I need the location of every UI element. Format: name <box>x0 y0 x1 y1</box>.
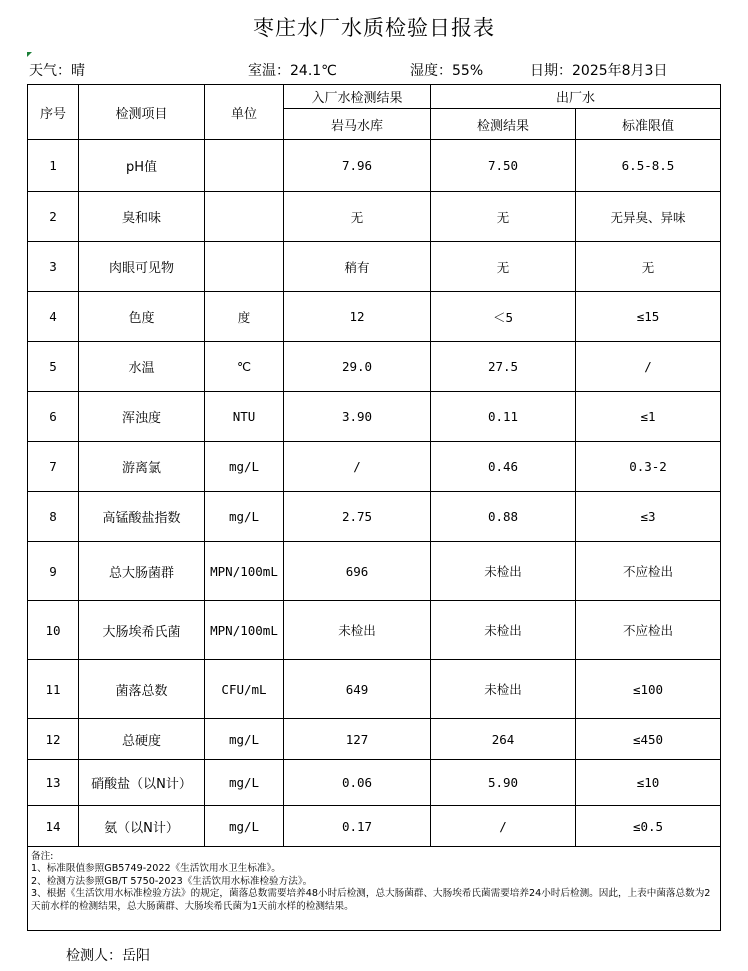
table-row <box>28 660 721 719</box>
row-inlet-cell: 649 <box>284 660 431 719</box>
header-item: 检测项目 <box>79 85 205 140</box>
row-seq-cell: 13 <box>28 760 79 806</box>
humidity-label: 湿度：55% <box>410 63 484 79</box>
row-seq-cell: 2 <box>28 192 79 242</box>
header-unit: 单位 <box>205 85 284 140</box>
row-limit-cell: 不应检出 <box>576 542 721 601</box>
row-inlet-cell: 696 <box>284 542 431 601</box>
header-row-1 <box>28 85 721 109</box>
row-result-cell: 27.5 <box>431 342 576 392</box>
row-item-cell: pH值 <box>79 140 205 192</box>
row-inlet-cell: 2.75 <box>284 492 431 542</box>
row-inlet-cell: 29.0 <box>284 342 431 392</box>
row-item-cell: 游离氯 <box>79 442 205 492</box>
row-unit-cell: mg/L <box>205 492 284 542</box>
table-row <box>28 140 721 192</box>
row-unit-cell <box>205 140 284 192</box>
row-inlet-cell: 7.96 <box>284 140 431 192</box>
row-unit-cell: CFU/mL <box>205 660 284 719</box>
header-result: 检测结果 <box>431 109 576 140</box>
row-unit-cell <box>205 192 284 242</box>
row-seq-cell: 11 <box>28 660 79 719</box>
table-row <box>28 601 721 660</box>
row-item-cell: 大肠埃希氏菌 <box>79 601 205 660</box>
row-seq-cell: 12 <box>28 719 79 760</box>
row-inlet-cell: 0.06 <box>284 760 431 806</box>
row-inlet-cell: 未检出 <box>284 601 431 660</box>
table-row <box>28 492 721 542</box>
row-unit-cell: mg/L <box>205 760 284 806</box>
row-seq-cell: 1 <box>28 140 79 192</box>
cell-comment-marker <box>27 52 32 57</box>
row-limit-cell: / <box>576 342 721 392</box>
header-seq: 序号 <box>28 85 79 140</box>
row-inlet-cell: 12 <box>284 292 431 342</box>
row-result-cell: 0.88 <box>431 492 576 542</box>
report-title: 枣庄水厂水质检验日报表 <box>253 16 495 40</box>
table-row <box>28 806 721 847</box>
row-limit-cell: 0.3-2 <box>576 442 721 492</box>
row-limit-cell: ≤1 <box>576 392 721 442</box>
row-unit-cell: MPN/100mL <box>205 542 284 601</box>
date-label: 日期：2025年8月3日 <box>530 63 668 79</box>
notes-heading: 备注: <box>31 851 54 862</box>
header-limit: 标准限值 <box>576 109 721 140</box>
row-item-cell: 浑浊度 <box>79 392 205 442</box>
table-row <box>28 292 721 342</box>
row-item-cell: 臭和味 <box>79 192 205 242</box>
row-result-cell: 无 <box>431 242 576 292</box>
row-result-cell: 7.50 <box>431 140 576 192</box>
row-inlet-cell: 0.17 <box>284 806 431 847</box>
row-limit-cell: 6.5-8.5 <box>576 140 721 192</box>
row-item-cell: 色度 <box>79 292 205 342</box>
row-seq-cell: 14 <box>28 806 79 847</box>
table-row <box>28 542 721 601</box>
row-item-cell: 菌落总数 <box>79 660 205 719</box>
notes-cell <box>28 847 721 931</box>
row-result-cell: 无 <box>431 192 576 242</box>
row-result-cell: 未检出 <box>431 542 576 601</box>
table-row <box>28 192 721 242</box>
weather-label: 天气：晴 <box>29 63 85 79</box>
row-seq-cell: 5 <box>28 342 79 392</box>
row-result-cell: ＜5 <box>431 292 576 342</box>
row-seq-cell: 3 <box>28 242 79 292</box>
row-unit-cell <box>205 242 284 292</box>
row-limit-cell: ≤3 <box>576 492 721 542</box>
note-line: 2、检测方法参照GB/T 5750-2023《生活饮用水标准检验方法》。 <box>31 875 313 887</box>
row-result-cell: 0.11 <box>431 392 576 442</box>
row-seq-cell: 6 <box>28 392 79 442</box>
row-unit-cell: mg/L <box>205 719 284 760</box>
row-limit-cell: 不应检出 <box>576 601 721 660</box>
row-result-cell: 未检出 <box>431 660 576 719</box>
row-item-cell: 高锰酸盐指数 <box>79 492 205 542</box>
row-seq-cell: 9 <box>28 542 79 601</box>
table-row <box>28 760 721 806</box>
row-limit-cell: ≤450 <box>576 719 721 760</box>
row-limit-cell: 无异臭、异味 <box>576 192 721 242</box>
row-inlet-cell: / <box>284 442 431 492</box>
row-inlet-cell: 无 <box>284 192 431 242</box>
row-unit-cell: ℃ <box>205 342 284 392</box>
row-item-cell: 水温 <box>79 342 205 392</box>
table-row <box>28 719 721 760</box>
row-unit-cell: NTU <box>205 392 284 442</box>
inspector-signature: 检测人：岳阳 <box>66 948 150 964</box>
water-quality-table <box>27 84 721 931</box>
notes-row <box>28 847 721 931</box>
row-unit-cell: MPN/100mL <box>205 601 284 660</box>
row-unit-cell: mg/L <box>205 442 284 492</box>
row-result-cell: 264 <box>431 719 576 760</box>
row-limit-cell: ≤15 <box>576 292 721 342</box>
note-line: 1、标准限值参照GB5749-2022《生活饮用水卫生标准》。 <box>31 863 281 875</box>
table-row <box>28 442 721 492</box>
row-item-cell: 硝酸盐（以N计） <box>79 760 205 806</box>
row-seq-cell: 8 <box>28 492 79 542</box>
row-limit-cell: 无 <box>576 242 721 292</box>
row-item-cell: 氨（以N计） <box>79 806 205 847</box>
row-seq-cell: 7 <box>28 442 79 492</box>
header-inlet-source: 岩马水库 <box>284 109 431 140</box>
room-temperature-label: 室温：24.1℃ <box>248 63 337 79</box>
row-limit-cell: ≤10 <box>576 760 721 806</box>
row-inlet-cell: 3.90 <box>284 392 431 442</box>
row-inlet-cell: 稍有 <box>284 242 431 292</box>
row-item-cell: 总硬度 <box>79 719 205 760</box>
table-row <box>28 392 721 442</box>
row-unit-cell: 度 <box>205 292 284 342</box>
row-unit-cell: mg/L <box>205 806 284 847</box>
header-inlet-group: 入厂水检测结果 <box>284 85 431 109</box>
header-outlet-group: 出厂水 <box>431 85 721 109</box>
row-result-cell: 0.46 <box>431 442 576 492</box>
row-inlet-cell: 127 <box>284 719 431 760</box>
row-seq-cell: 4 <box>28 292 79 342</box>
row-result-cell: 未检出 <box>431 601 576 660</box>
note-line: 3、根据《生活饮用水标准检验方法》的规定，菌落总数需要培养48小时后检测，总大肠菌群、大肠埃希氏菌需要培养24小时后检测。因此，上表中菌落总数为2天前水样的检测结果，总大肠菌群、大肠埃希氏菌为1天前水样的检测结果。 <box>31 888 711 912</box>
row-limit-cell: ≤0.5 <box>576 806 721 847</box>
row-item-cell: 肉眼可见物 <box>79 242 205 292</box>
table-row <box>28 242 721 292</box>
row-seq-cell: 10 <box>28 601 79 660</box>
row-result-cell: / <box>431 806 576 847</box>
row-limit-cell: ≤100 <box>576 660 721 719</box>
row-item-cell: 总大肠菌群 <box>79 542 205 601</box>
row-result-cell: 5.90 <box>431 760 576 806</box>
table-row <box>28 342 721 392</box>
